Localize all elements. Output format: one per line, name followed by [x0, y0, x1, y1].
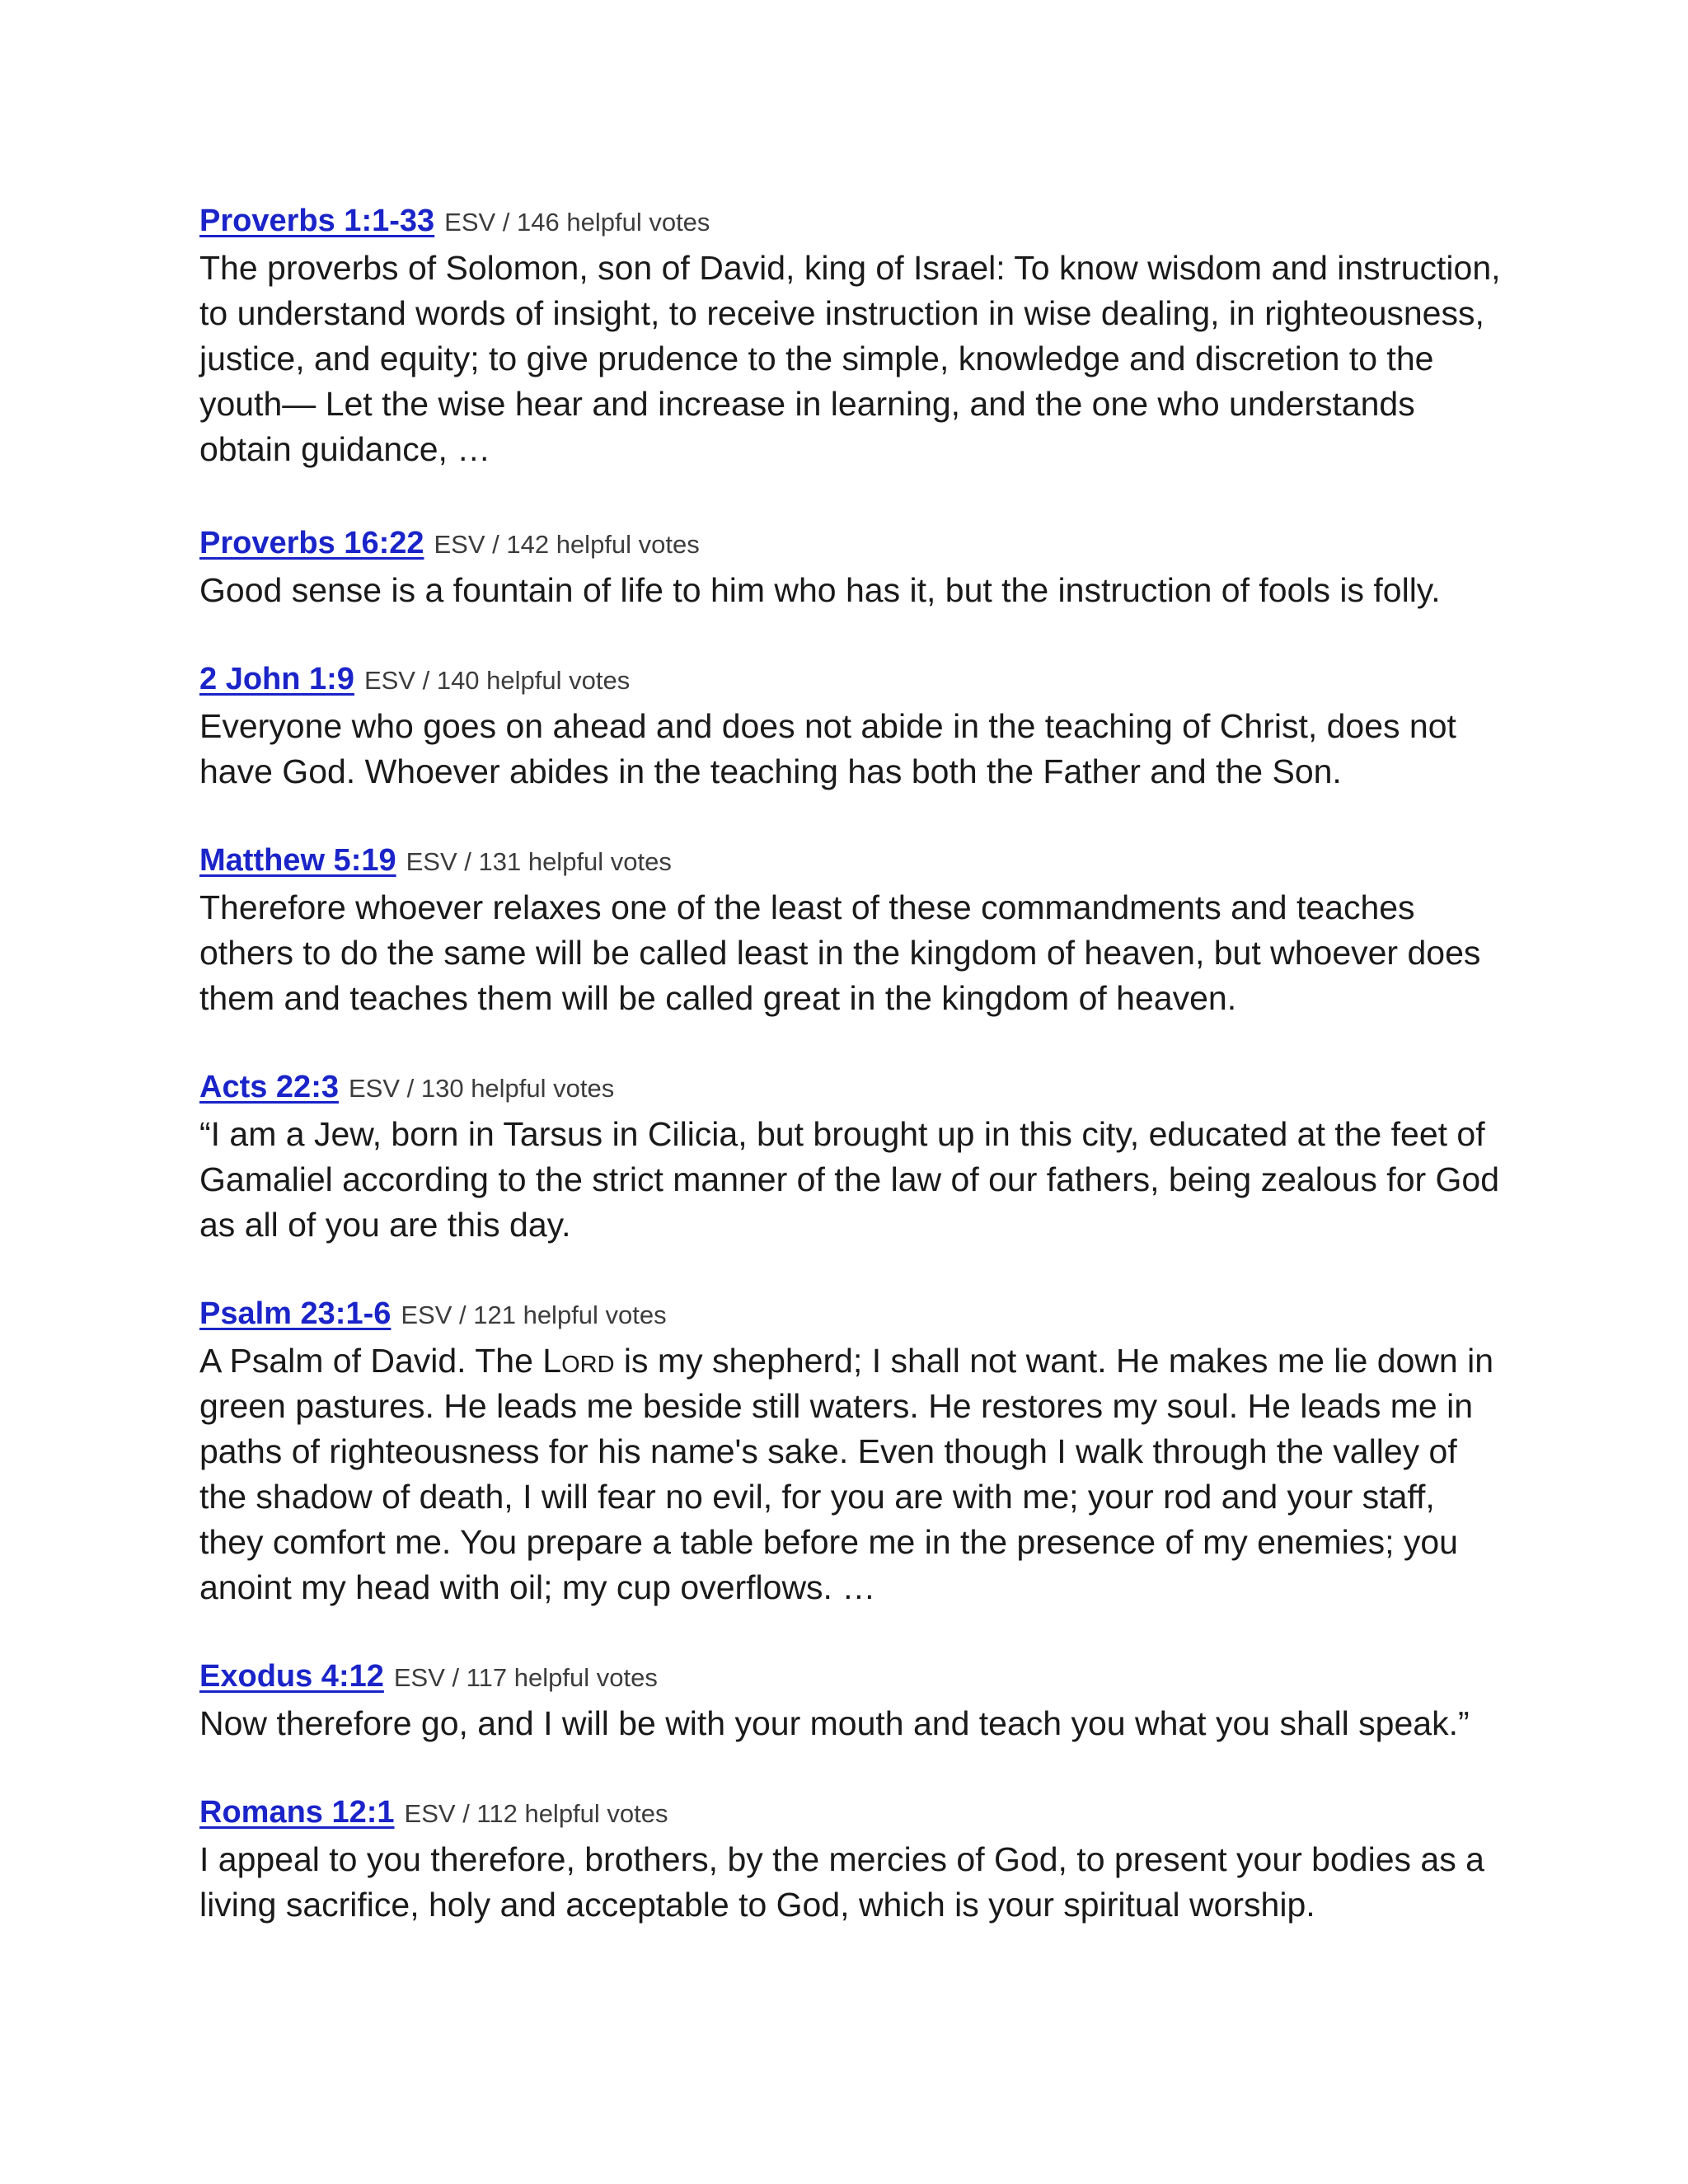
verse-reference-link[interactable]: 2 John 1:9 [199, 662, 354, 696]
verse-list [199, 196, 1502, 1969]
verse-entry [199, 1062, 1502, 1248]
verse-entry [199, 196, 1502, 472]
verse-text: Now therefore go, and I will be with your mouth and teach you what you shall speak.” [199, 1704, 1470, 1742]
verse-text: The proverbs of Solomon, son of David, king of Israel: To know wisdom and instruction, to understand words of insight, to receive instruction in wise dealing, in righteousness, justice, and equity; to give prudence to the simple, knowledge and discretion to the youth— Let the wise hear and increase in learning, and the one who understands obtain guidance, … [199, 249, 1501, 468]
verse-text-part: is my shepherd; I shall not want. He makes me lie down in green pastures. He leads me beside still waters. He restores my soul. He leads me in paths of righteousness for his name's sake. Even though I walk through the valley of the shadow of death, I will fear no evil, for you are with me; your rod and your staff, they comfort me. You prepare a table before me in the presence of my enemies; you anoint my head with oil; my cup overflows. … [199, 1342, 1494, 1606]
verse-header [199, 1289, 1502, 1338]
verse-entry [199, 518, 1502, 613]
verse-meta: ESV / 121 helpful votes [401, 1301, 667, 1329]
verse-entry [199, 836, 1502, 1021]
verse-reference-link[interactable]: Romans 12:1 [199, 1795, 395, 1830]
verse-header [199, 1062, 1502, 1112]
verse-header [199, 1788, 1502, 1837]
verse-meta: ESV / 140 helpful votes [363, 666, 631, 695]
verse-text: I appeal to you therefore, brothers, by the mercies of God, to present your bodies as a living sacrifice, holy and acceptable to God, which is your spiritual worship. [199, 1840, 1484, 1924]
verse-meta: ESV / 142 helpful votes [434, 530, 700, 559]
verse-header [199, 654, 1502, 704]
verse-text: Good sense is a fountain of life to him who has it, but the instruction of fools is folly. [199, 571, 1441, 609]
verse-header [199, 1652, 1502, 1701]
verse-entry [199, 1788, 1502, 1928]
verse-header [199, 196, 1502, 246]
verse-meta: ESV / 112 helpful votes [404, 1799, 668, 1828]
verse-text: “I am a Jew, born in Tarsus in Cilicia, but brought up in this city, educated at the feet of Gamaliel according to the strict manner of the law of our fathers, being zealous for God as all of you are this day. [199, 1115, 1500, 1244]
verse-reference-link[interactable]: Proverbs 16:22 [199, 526, 424, 560]
verse-entry [199, 654, 1502, 794]
verse-reference-link[interactable]: Psalm 23:1-6 [199, 1296, 392, 1331]
verse-reference-link[interactable]: Exodus 4:12 [199, 1659, 384, 1694]
verse-meta: ESV / 117 helpful votes [393, 1663, 658, 1692]
verse-meta: ESV / 131 helpful votes [406, 847, 672, 876]
verse-reference-link[interactable]: Acts 22:3 [199, 1070, 339, 1104]
verse-text: Everyone who goes on ahead and does not abide in the teaching of Christ, does not have God. Whoever abides in the teaching has both the Father and the Son. [199, 707, 1456, 790]
verse-text-lord: Lord [542, 1342, 615, 1380]
verse-text-part: A Psalm of David. The [199, 1342, 543, 1380]
verse-header [199, 836, 1502, 885]
verse-header [199, 518, 1502, 568]
verse-reference-link[interactable]: Matthew 5:19 [199, 843, 396, 878]
verse-entry [199, 1652, 1502, 1746]
verse-reference-link[interactable]: Proverbs 1:1-33 [199, 204, 435, 238]
verse-text [199, 1338, 1502, 1610]
verse-meta: ESV / 146 helpful votes [444, 208, 710, 237]
verse-entry [199, 1289, 1502, 1610]
verse-meta: ESV / 130 helpful votes [348, 1074, 615, 1103]
verse-text: Therefore whoever relaxes one of the least of these commandments and teaches others to do the same will be called least in the kingdom of heaven, but whoever does them and teaches them will be called great in the kingdom of heaven. [199, 888, 1481, 1017]
